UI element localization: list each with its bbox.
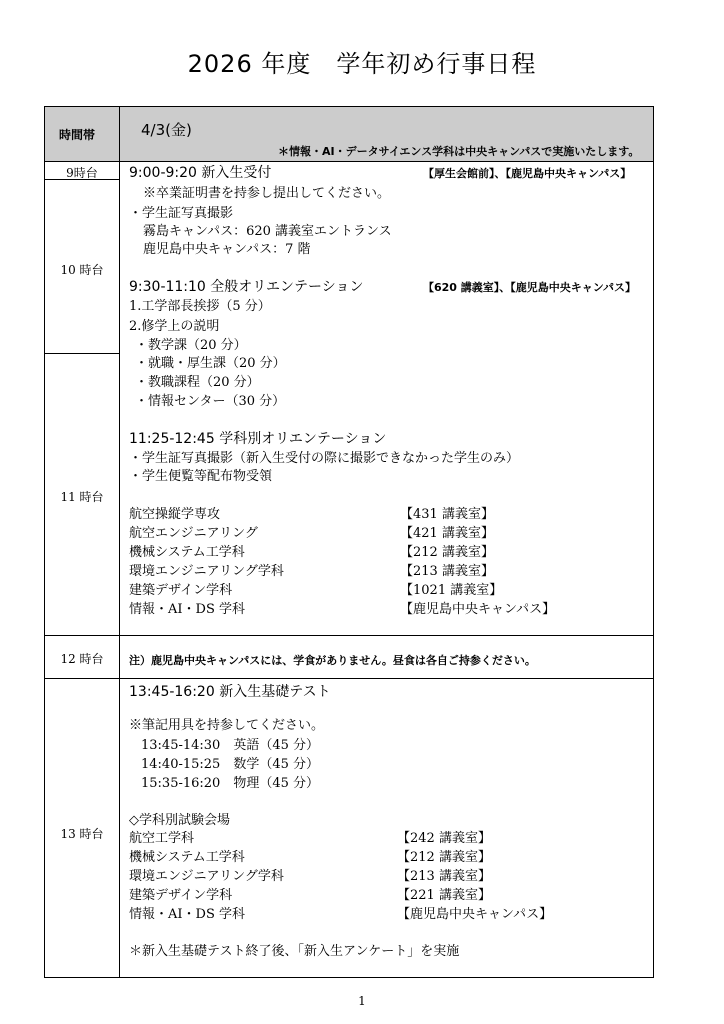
hour-label-11: 11 時台: [60, 490, 104, 504]
test-room-location: 【212 講義室】: [397, 850, 491, 865]
test-room-name: 情報・AI・DS 学科: [129, 907, 245, 922]
test-schedule-item: 14:40-15:25 数学（45 分）: [141, 757, 319, 772]
dept-room-name: 建築デザイン学科: [129, 583, 233, 598]
test-schedule-item: 15:35-16:20 物理（45 分）: [141, 776, 319, 791]
general-item: 2.修学上の説明: [129, 319, 220, 334]
dept-room-location: 【213 講義室】: [400, 564, 494, 579]
photo-location-kirishima: 霧島キャンパス：620 講義室エントランス: [143, 224, 392, 239]
hour-label-10: 10 時台: [60, 263, 104, 277]
dept-room-location: 【421 講義室】: [400, 526, 494, 541]
reception-note: ※卒業証明書を持参し提出してください。: [143, 186, 391, 201]
dept-room-name: 機械システム工学科: [129, 545, 245, 560]
dept-orientation-note: ・学生証写真撮影（新入生受付の際に撮影できなかった学生のみ）: [129, 451, 520, 466]
general-item: ・就職・厚生課（20 分）: [135, 356, 286, 371]
dept-room-location: 【431 講義室】: [400, 507, 494, 522]
dept-room-location: 【212 講義室】: [400, 545, 494, 560]
photo-heading: ・学生証写真撮影: [129, 206, 234, 221]
hour-label-9: 9時台: [66, 166, 98, 180]
test-schedule-item: 13:45-14:30 英語（45 分）: [141, 738, 319, 753]
general-item: ・教職課程（20 分）: [135, 375, 260, 390]
reception-location: 【厚生会館前】、【鹿児島中央キャンパス】: [423, 167, 632, 180]
dept-room-name: 環境エンジニアリング学科: [129, 564, 284, 579]
lunch-note: 注）鹿児島中央キャンパスには、学食がありません。昼食は各自ご持参ください。: [129, 654, 536, 667]
dept-room-name: 航空操縦学専攻: [129, 507, 221, 522]
test-room-location: 【221 講義室】: [397, 888, 491, 903]
test-room-location: 【213 講義室】: [397, 869, 491, 884]
test-room-location: 【242 講義室】: [397, 831, 491, 846]
test-room-name: 建築デザイン学科: [129, 888, 233, 903]
page-number: 1: [358, 994, 366, 1008]
row-rule-11: [45, 635, 653, 636]
dept-room-name: 情報・AI・DS 学科: [129, 602, 245, 617]
dept-room-location: 【鹿児島中央キャンパス】: [400, 602, 556, 617]
dept-orientation-note: ・学生便覧等配布物受領: [129, 469, 273, 484]
column-divider: [119, 107, 120, 977]
time-column-header: 時間帯: [59, 128, 96, 142]
document-title: 2026 年度 学年初め行事日程: [187, 50, 537, 78]
test-room-location: 【鹿児島中央キャンパス】: [397, 907, 553, 922]
general-item: ・教学課（20 分）: [135, 338, 247, 353]
row-rule-10: [45, 353, 119, 354]
dept-room-location: 【1021 講義室】: [400, 583, 503, 598]
schedule-date: 4/3(金): [141, 121, 192, 139]
dept-room-name: 航空エンジニアリング: [129, 526, 258, 541]
general-orientation-location: 【620 講義室】、【鹿児島中央キャンパス】: [423, 281, 637, 294]
survey-note: ＊新入生基礎テスト終了後、「新入生アンケート」を実施: [129, 944, 460, 959]
test-room-name: 環境エンジニアリング学科: [129, 869, 284, 884]
general-item: 1.工学部長挨拶（5 分）: [129, 299, 271, 314]
test-room-name: 機械システム工学科: [129, 850, 245, 865]
reception-heading: 9:00-9:20 新入生受付: [129, 165, 272, 181]
basic-test-note: ※筆記用具を持参してください。: [129, 718, 325, 733]
general-item: ・情報センター（30 分）: [135, 394, 286, 409]
schedule-table: [44, 106, 654, 978]
basic-test-heading: 13:45-16:20 新入生基礎テスト: [129, 684, 331, 700]
hour-label-13: 13 時台: [60, 827, 104, 841]
dept-orientation-heading: 11:25-12:45 学科別オリエンテーション: [129, 431, 387, 447]
test-venue-heading: ◇学科別試験会場: [129, 813, 230, 828]
general-orientation-heading: 9:30-11:10 全般オリエンテーション: [129, 279, 364, 295]
header-note: ＊情報・AI・データサイエンス学科は中央キャンパスで実施いたします。: [278, 145, 640, 158]
row-rule-12: [45, 678, 653, 679]
photo-location-central: 鹿児島中央キャンパス：7 階: [143, 242, 311, 257]
hour-label-12: 12 時台: [60, 652, 104, 666]
test-room-name: 航空工学科: [129, 831, 195, 846]
